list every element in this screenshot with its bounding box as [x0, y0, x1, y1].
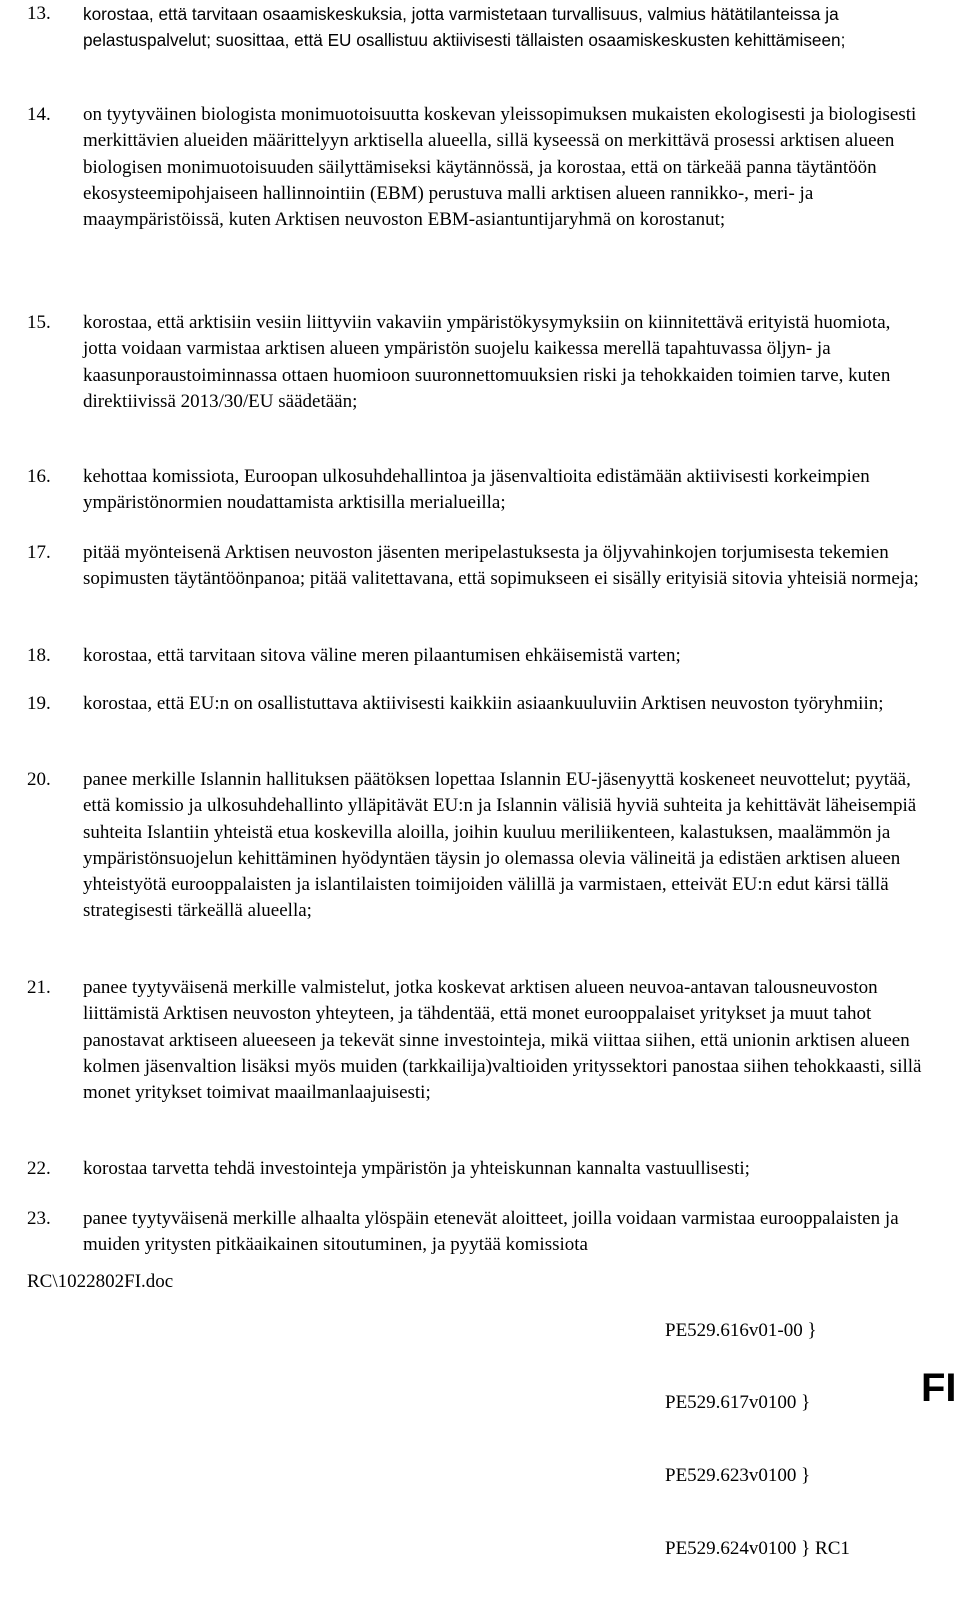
paragraph-text: panee tyytyväisenä merkille alhaalta ylöspäin etenevät aloitteet, joilla voidaan varmistaa eurooppalaisten ja muiden yritysten pitkäaikainen sitoutuminen, ja pyytää komissiota: [83, 1208, 899, 1256]
paragraph-number: 19.: [27, 693, 51, 714]
paragraph-number: 13.: [27, 3, 51, 24]
paragraph-number: 22.: [27, 1158, 51, 1179]
paragraph-number: 20.: [27, 769, 51, 790]
paragraph-number: 15.: [27, 312, 51, 333]
paragraph-text: korostaa, että tarvitaan osaamiskeskuksia, jotta varmistetaan turvallisuus, valmius hätätilanteissa ja pelastuspalvelut; suosittaa, että EU osallistuu aktiivisesti tällaisten osaamiskeskusten kehittämiseen;: [83, 4, 846, 51]
paragraph-number: 21.: [27, 977, 51, 998]
paragraph-text: korostaa, että arktisiin vesiin liittyviin vakaviin ympäristökysymyksiin on kiinnitettävä erityistä huomiota, jotta voidaan varmistaa arktisen alueen ympäristön suojelu kaikessa merellä tapahtuvassa öljyn- ja kaasunporaustoiminnassa ottaen huomioon suuronnettomuuksien riski ja tehokkaiden toimien tarve, kuten direktiivissä 2013/30/EU säädetään;: [83, 312, 891, 412]
paragraph-number: 16.: [27, 466, 51, 487]
footer-ref-line: PE529.617v0100 }: [665, 1392, 811, 1414]
paragraph-text: on tyytyväinen biologista monimuotoisuutta koskevan yleissopimuksen mukaisten ekologisesti ja biologisesti merkittävien alueiden määrittelyyn arktisella alueella, sillä kyseessä on merkittävä prosessi arktisen alueen biologisen monimuotoisuuden säilyttämiseksi käytännössä, ja korostaa, että on tärkeää panna täytäntöön ekosysteemipohjaiseen hallinnointiin (EBM) perustuva malli arktisen alueen rannikko-, meri- ja maaympäristöissä, kuten Arktisen neuvoston EBM-asiantuntijaryhmä on korostanut;: [83, 104, 917, 231]
paragraph-number: 23.: [27, 1208, 51, 1229]
paragraph-number: 14.: [27, 104, 51, 125]
paragraph-text: korostaa, että EU:n on osallistuttava aktiivisesti kaikkiin asiaankuuluviin Arktisen neuvoston työryhmiin;: [83, 693, 884, 714]
paragraph-number: 18.: [27, 645, 51, 666]
footer-ref-line: PE529.624v0100 } RC1: [665, 1538, 850, 1560]
footer-ref-line: PE529.623v0100 }: [665, 1465, 811, 1487]
footer-ref-line: PE529.616v01-00 }: [665, 1319, 817, 1341]
paragraph-text: kehottaa komissiota, Euroopan ulkosuhdehallintoa ja jäsenvaltioita edistämään aktiivisesti korkeimpien ympäristönormien noudattamista arktisilla merialueilla;: [83, 466, 870, 514]
paragraph-number: 17.: [27, 542, 51, 563]
footer-pe-references: [665, 1270, 850, 1610]
paragraph-text: pitää myönteisenä Arktisen neuvoston jäsenten meripelastuksesta ja öljyvahinkojen torjumisesta tekemien sopimusten täytäntöönpanoa; pitää valitettavana, että sopimukseen ei sisälly erityisiä sitovia yhteisiä normeja;: [83, 542, 919, 590]
paragraph-text: korostaa tarvetta tehdä investointeja ympäristön ja yhteiskunnan kannalta vastuullisesti;: [83, 1158, 750, 1179]
paragraph-text: panee tyytyväisenä merkille valmistelut, jotka koskevat arktisen alueen neuvoa-antavan talousneuvoston liittämistä Arktisen neuvoston yhteyteen, ja tähdentää, että monet eurooppalaiset yritykset ja muut tahot panostavat arktiseen alueeseen ja tekevät sinne investointeja, mikä viittaa siihen, että unionin arktisen alueen kolmen jäsenvaltion lisäksi myös muiden (tarkkailija)valtioiden yrityssektori panostaa siihen tehokkaasti, sillä monet yritykset toimivat maailmanlaajuisesti;: [83, 977, 922, 1104]
language-code: FI: [921, 1366, 957, 1410]
footer-file-reference: RC\1022802FI.doc: [27, 1271, 174, 1292]
paragraph-text: korostaa, että tarvitaan sitova väline meren pilaantumisen ehkäisemistä varten;: [83, 645, 681, 666]
paragraph-text: panee merkille Islannin hallituksen päätöksen lopettaa Islannin EU-jäsenyyttä koskeneet neuvottelut; pyytää, että komissio ja ulkosuhdehallinto ylläpitävät EU:n ja Islannin välisiä hyviä suhteita ja kehittävät läheisempiä suhteita Islantiin yhteistä etua koskevilla aloilla, joihin kuuluu meriliikenteen, kalastuksen, maalämmön ja ympäristönsuojelun kehittäminen hyödyntäen täysin jo olemassa olevia välineitä ja edistäen arktisen alueen yhteistyötä eurooppalaisten ja islantilaisten toimijoiden välillä ja varmistaen, etteivät EU:n edut kärsi tällä strategisesti tärkeällä alueella;: [83, 769, 917, 922]
